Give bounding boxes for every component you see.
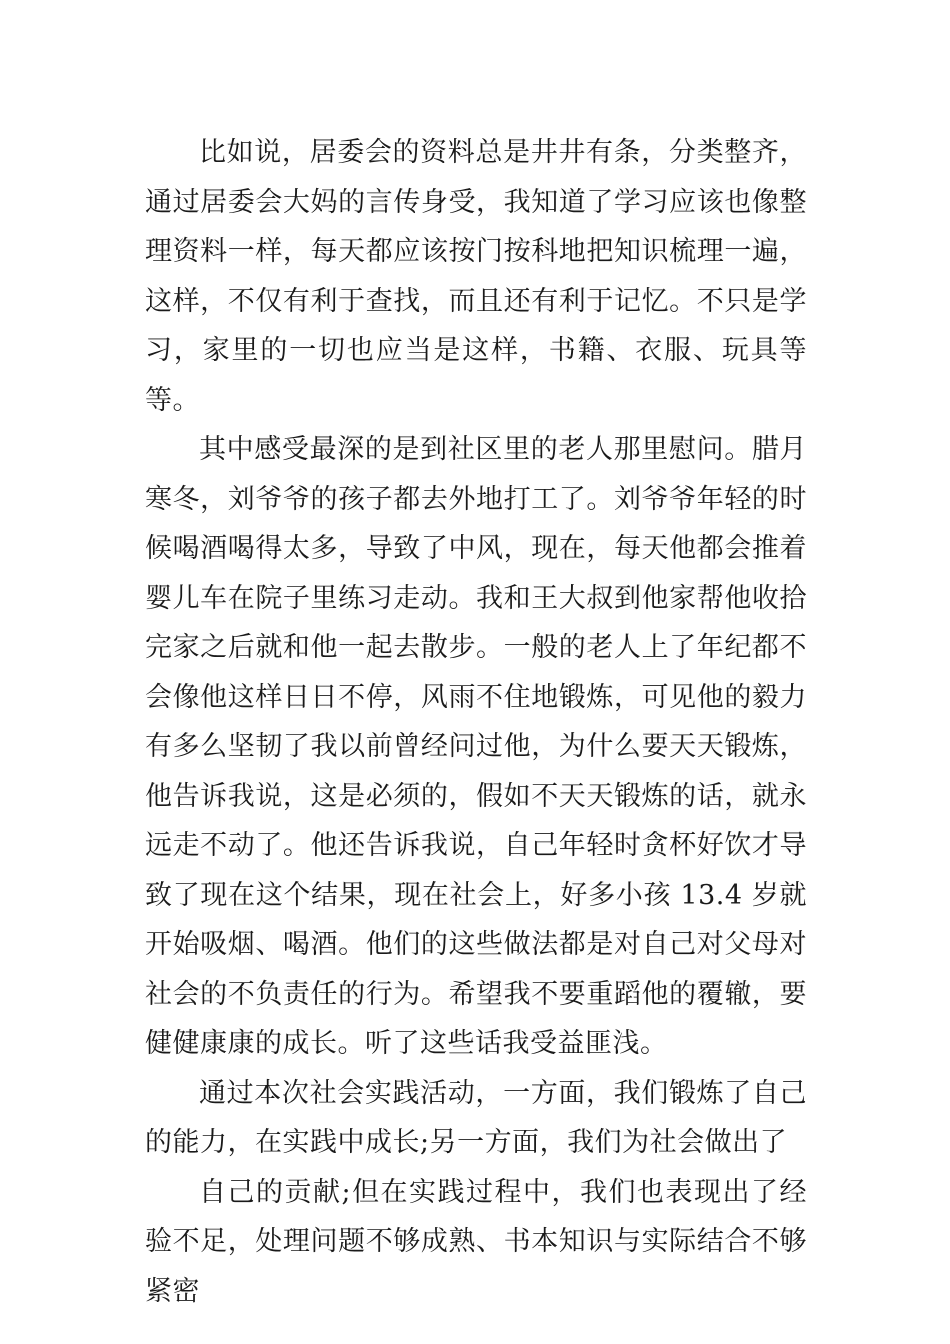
paragraph-4: 自己的贡献;但在实践过程中，我们也表现出了经验不足，处理问题不够成熟、书本知识与实际结合不够紧密	[145, 1176, 807, 1307]
paragraph-2: 其中感受最深的是到社区里的老人那里慰问。腊月寒冬，刘爷爷的孩子都去外地打工了。刘爷爷年轻的时候喝酒喝得太多，导致了中风，现在，每天他都会推着婴儿车在院子里练习走动。我和王大叔到他家帮他收拾完家之后就和他一起去散步。一般的老人上了年纪都不会像他这样日日不停，风雨不住地锻炼，可见他的毅力有多么坚韧了我以前曾经问过他，为什么要天天锻炼，他告诉我说，这是必须的，假如不天天锻炼的话，就永远走不动了。他还告诉我说，自己年轻时贪杯好饮才导致了现在这个结果，现在社会上，好多小孩 13.4 岁就开始吸烟、喝酒。他们的这些做法都是对自己对父母对社会的不负责任的行为。希望我不要重蹈他的覆辙，要健健康康的成长。听了这些话我受益匪浅。	[145, 434, 807, 1059]
paragraph-3: 通过本次社会实践活动，一方面，我们锻炼了自己的能力，在实践中成长;另一方面，我们为社会做出了	[145, 1077, 807, 1158]
document-body	[145, 128, 807, 1316]
paragraph-1: 比如说，居委会的资料总是井井有条，分类整齐，通过居委会大妈的言传身受，我知道了学习应该也像整理资料一样，每天都应该按门按科地把知识梳理一遍，这样，不仅有利于查找，而且还有利于记忆。不只是学习，家里的一切也应当是这样，书籍、衣服、玩具等等。	[145, 137, 807, 416]
